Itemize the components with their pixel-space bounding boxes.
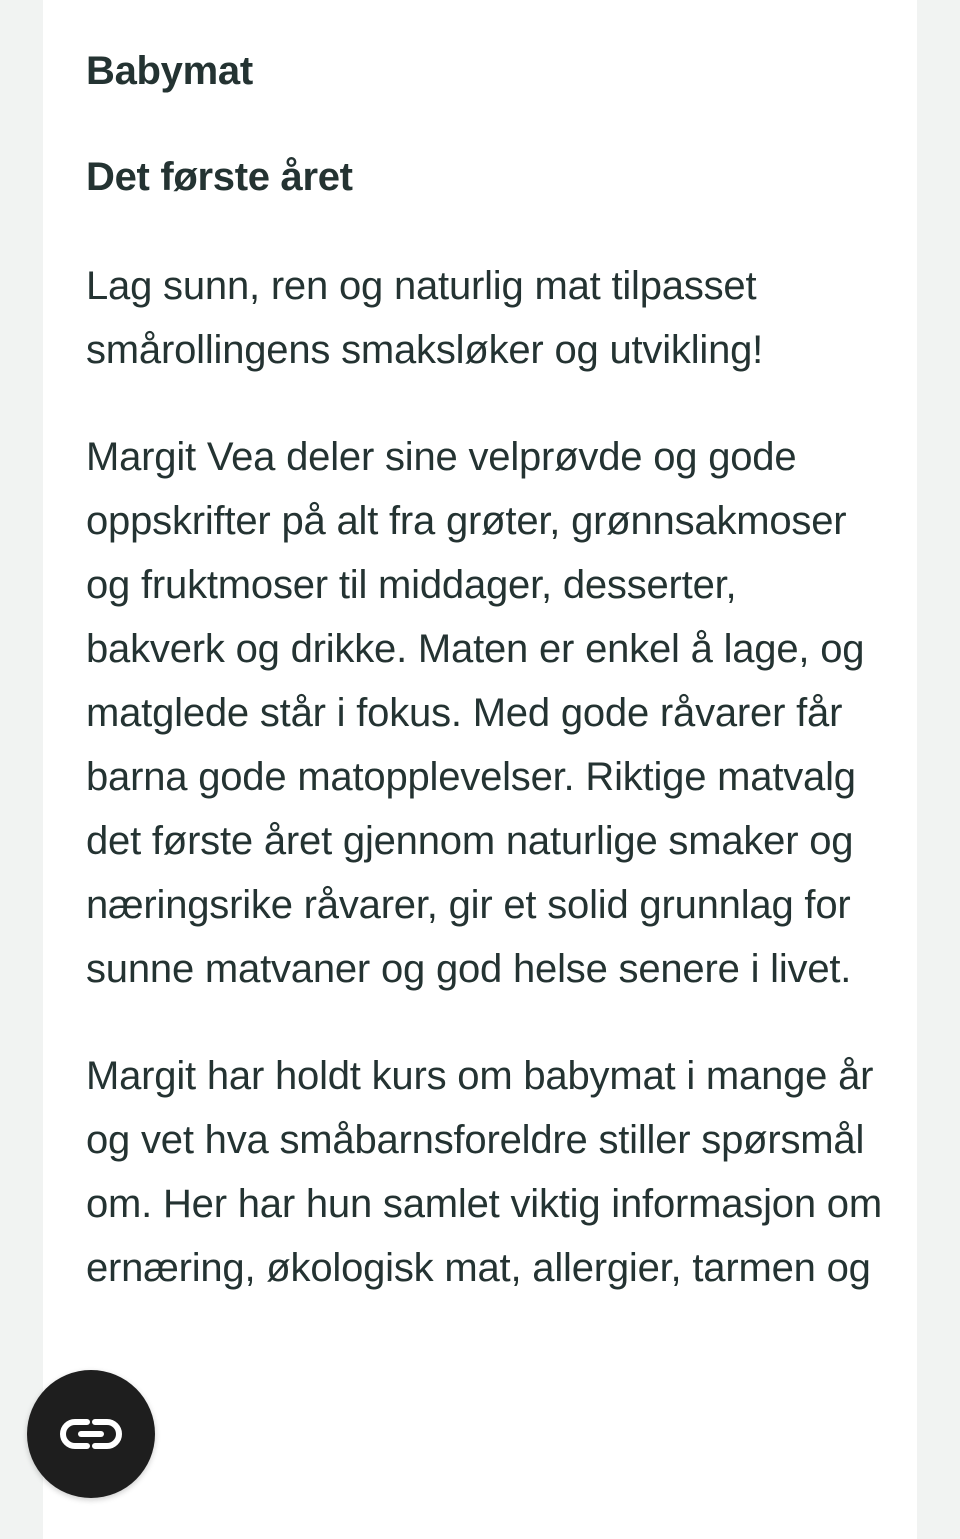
article-paragraph: Margit Vea deler sine velprøvde og gode oppskrifter på alt fra grøter, grønnsakmoser og fruktmoser til middager, desserter, bakverk og drikke. Maten er enkel å lage, og matglede står i fokus. Med gode råvarer får barna gode matopplevelser. Riktige matvalg det første året gjennom naturlige smaker og næringsrike råvarer, gir et solid grunnlag for sunne matvaner og god helse senere i livet. — [86, 435, 865, 991]
reader-mode-icon — [57, 1416, 125, 1452]
article-paragraph: Margit har holdt kurs om babymat i mange år og vet hva småbarnsforeldre stiller spørsmål om. Her har hun samlet viktig informasjon om ernæring, økologisk mat, allergier, tarmen og — [86, 1054, 882, 1290]
article-paragraph: Lag sunn, ren og naturlig mat tilpasset smårollingens smaksløker og utvikling! — [86, 264, 764, 372]
reader-mode-button[interactable] — [27, 1370, 155, 1498]
article-content — [86, 0, 886, 1300]
article-card — [43, 0, 917, 1539]
article-subtitle: Det første året — [86, 155, 353, 199]
article-title: Babymat — [86, 49, 253, 93]
